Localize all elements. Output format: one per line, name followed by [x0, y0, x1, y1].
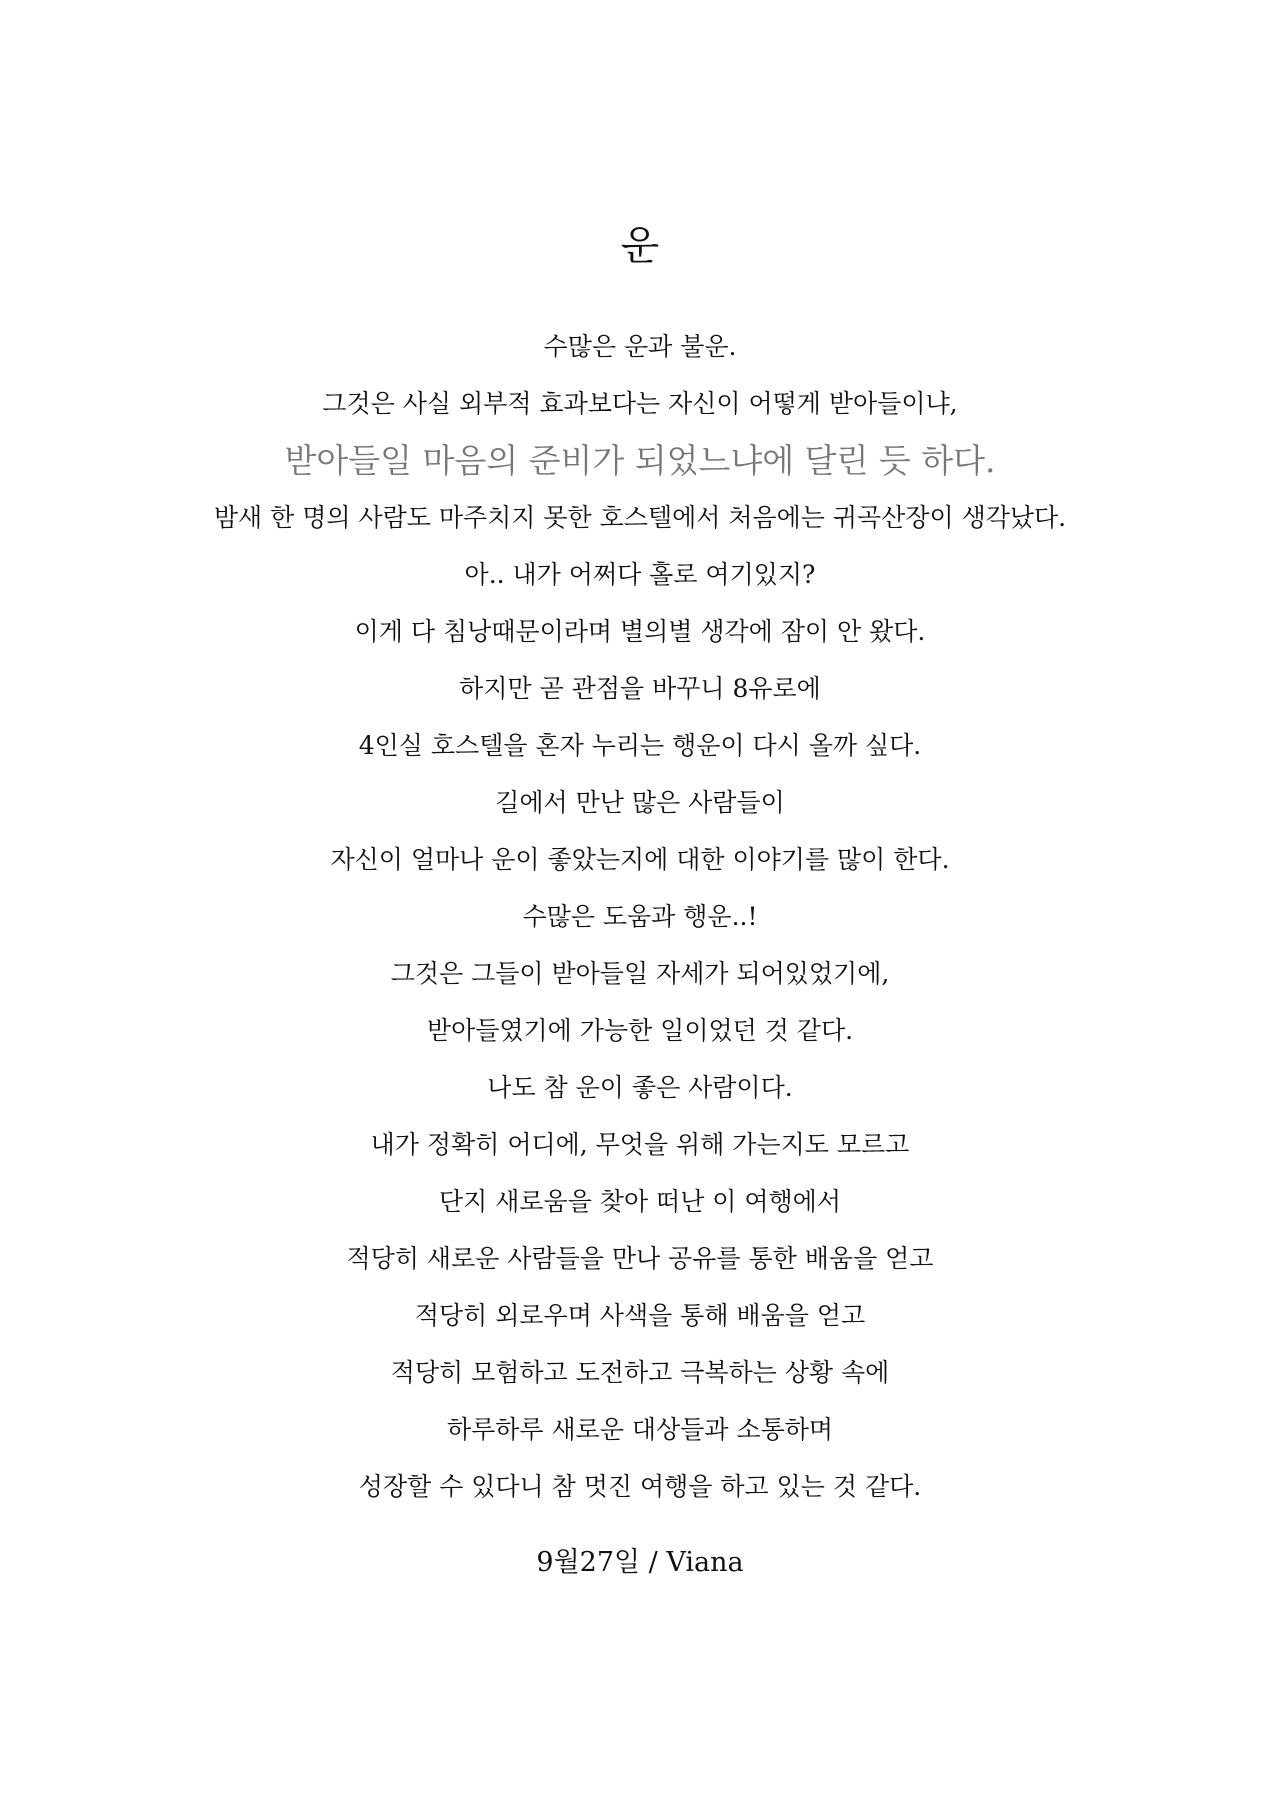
poem-title: 운: [620, 223, 660, 269]
date-signature: 9월27일 / Viana: [536, 1547, 744, 1578]
poem-line: 하지만 곧 관점을 바꾸니 8유로에: [459, 674, 821, 703]
poem-line: 수많은 운과 불운.: [543, 332, 737, 361]
poem-line: 이게 다 침낭때문이라며 별의별 생각에 잠이 안 왔다.: [354, 617, 926, 646]
poem-line: 내가 정확히 어디에, 무엇을 위해 가는지도 모르고: [370, 1130, 910, 1159]
poem-line: 적당히 외로우며 사색을 통해 배움을 얻고: [414, 1301, 866, 1330]
poem-line: 나도 참 운이 좋은 사람이다.: [487, 1073, 793, 1102]
poem-line-emphasized: 받아들일 마음의 준비가 되었느냐에 달린 듯 하다.: [284, 441, 996, 480]
poem-line: 자신이 얼마나 운이 좋았는지에 대한 이야기를 많이 한다.: [330, 845, 950, 874]
poem-line: 그것은 그들이 받아들일 자세가 되어있었기에,: [390, 959, 890, 988]
poem-line: 길에서 만난 많은 사람들이: [495, 788, 785, 817]
poem-line: 적당히 모험하고 도전하고 극복하는 상황 속에: [390, 1358, 890, 1387]
poem-line: 단지 새로움을 찾아 떠난 이 여행에서: [439, 1187, 841, 1216]
poem-body: [0, 318, 1280, 1515]
poem-line: 성장할 수 있다니 참 멋진 여행을 하고 있는 것 같다.: [358, 1472, 922, 1501]
poem-line: 적당히 새로운 사람들을 만나 공유를 통한 배움을 얻고: [346, 1244, 934, 1273]
poem-line: 하루하루 새로운 대상들과 소통하며: [446, 1415, 834, 1444]
poem-line: 받아들였기에 가능한 일이었던 것 같다.: [426, 1016, 854, 1045]
poem-line: 그것은 사실 외부적 효과보다는 자신이 어떻게 받아들이냐,: [322, 389, 958, 418]
poem-line: 수많은 도움과 행운..!: [522, 902, 758, 931]
poem-line: 밤새 한 명의 사람도 마주치지 못한 호스텔에서 처음에는 귀곡산장이 생각났다.: [213, 503, 1067, 532]
poem-line: 4인실 호스텔을 혼자 누리는 행운이 다시 올까 싶다.: [358, 731, 922, 760]
poem-line: 아.. 내가 어쩌다 홀로 여기있지?: [464, 560, 816, 589]
